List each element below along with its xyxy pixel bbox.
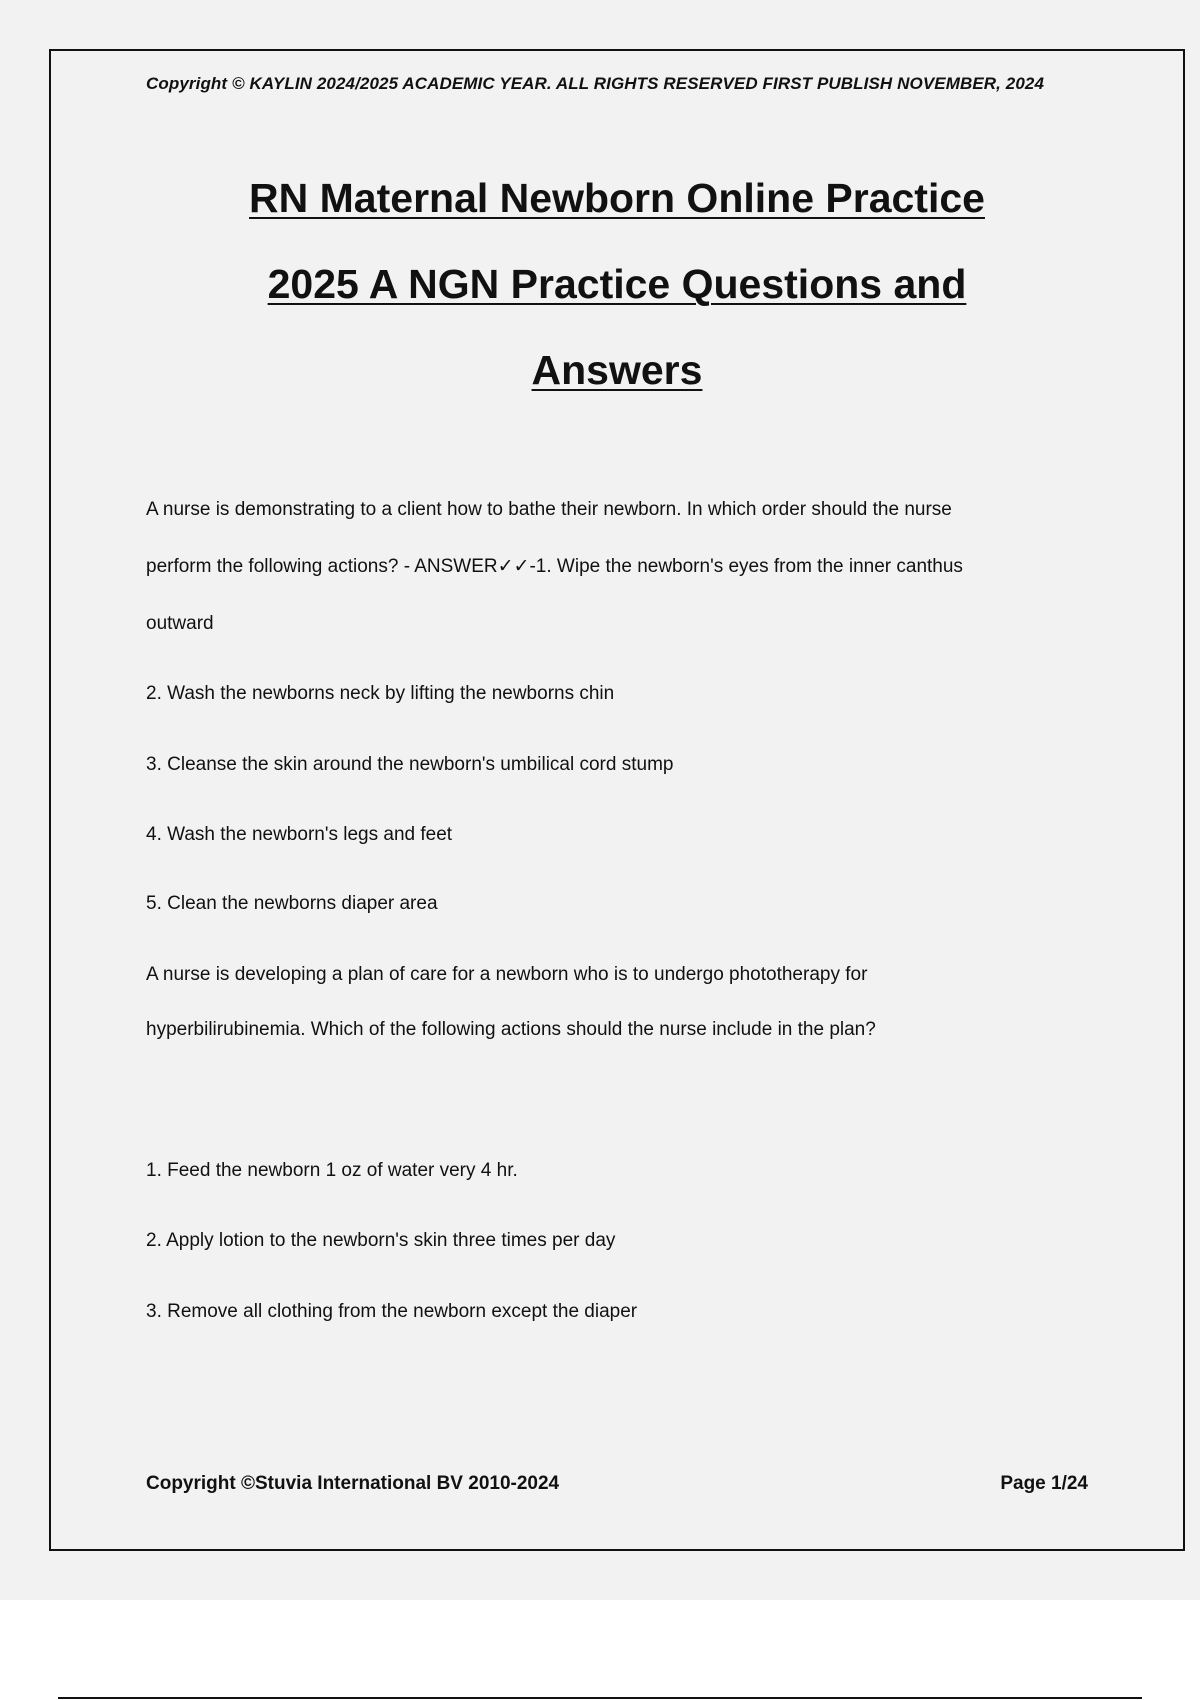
question-1-text-line-2: perform the following actions? - ANSWER✓✓-1. Wipe the newborn's eyes from the inner canthus <box>146 556 963 577</box>
question-1-text-line-3: outward <box>146 613 214 634</box>
document-title-line-2: 2025 A NGN Practice Questions and <box>267 261 967 307</box>
header-copyright: Copyright © KAYLIN 2024/2025 ACADEMIC YEAR. ALL RIGHTS RESERVED FIRST PUBLISH NOVEMBER, 2024 <box>146 74 1045 93</box>
question-2-text-line-1: A nurse is developing a plan of care for a newborn who is to undergo phototherapy for <box>146 964 868 985</box>
question-2-option: 1. Feed the newborn 1 oz of water very 4 hr. <box>146 1160 518 1181</box>
question-2-option: 3. Remove all clothing from the newborn except the diaper <box>146 1301 638 1322</box>
question-1-step: 2. Wash the newborns neck by lifting the newborns chin <box>146 683 615 704</box>
question-1-step: 5. Clean the newborns diaper area <box>146 893 438 914</box>
question-1-step: 4. Wash the newborn's legs and feet <box>146 824 453 845</box>
document-title-line-3: Answers <box>531 347 703 393</box>
document-title-line-1: RN Maternal Newborn Online Practice <box>249 175 985 221</box>
question-2-text-line-2: hyperbilirubinemia. Which of the following actions should the nurse include in the plan? <box>146 1019 876 1040</box>
divider <box>58 1697 1142 1699</box>
question-2-option: 2. Apply lotion to the newborn's skin three times per day <box>146 1230 616 1251</box>
question-1-text-line-1: A nurse is demonstrating to a client how to bathe their newborn. In which order should the nurse <box>146 499 952 520</box>
question-1-step: 3. Cleanse the skin around the newborn's umbilical cord stump <box>146 754 674 775</box>
page-number: Page 1/24 <box>1000 1473 1088 1494</box>
footer-copyright: Copyright ©Stuvia International BV 2010-2024 <box>146 1473 560 1494</box>
